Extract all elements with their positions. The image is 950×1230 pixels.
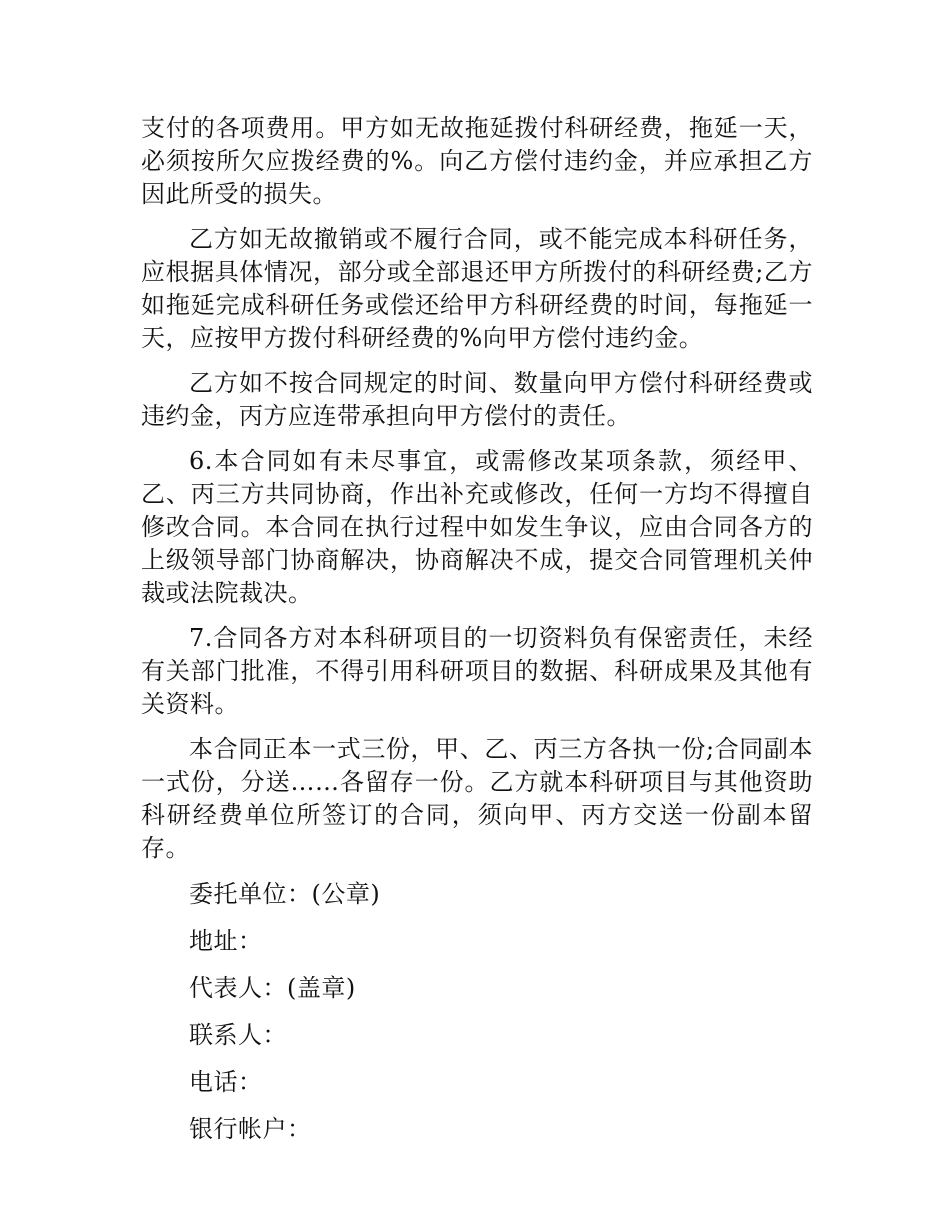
field-client-unit: 委托单位：(公章) xyxy=(189,880,381,908)
field-address: 地址： xyxy=(189,927,263,955)
paragraph-party-c-liability: 乙方如不按合同规定的时间、数量向甲方偿付科研经费或违约金，丙方应连带承担向甲方偿付的责任。 xyxy=(141,369,813,430)
paragraph-party-b-breach: 乙方如无故撤销或不履行合同，或不能完成本科研任务，应根据具体情况，部分或全部退还甲方所拨付的科研经费;乙方如拖延完成科研任务或偿还给甲方科研经费的时间，每拖延一天，应按甲方拨付科研经费的%向甲方偿付违约金。 xyxy=(141,225,813,352)
field-bank-account: 银行帐户： xyxy=(189,1115,312,1143)
paragraph-payment-penalty: 支付的各项费用。甲方如无故拖延拨付科研经费，拖延一天，必须按所欠应拨经费的%。向乙方偿付违约金，并应承担乙方因此所受的损失。 xyxy=(141,114,813,208)
paragraph-clause-7: 7.合同各方对本科研项目的一切资料负有保密责任，未经有关部门批准，不得引用科研项目的数据、科研成果及其他有关资料。 xyxy=(141,624,813,718)
field-phone: 电话： xyxy=(189,1068,263,1096)
paragraph-clause-6: 6.本合同如有未尽事宜，或需修改某项条款，须经甲、乙、丙三方共同协商，作出补充或修改，任何一方均不得擅自修改合同。本合同在执行过程中如发生争议，应由合同各方的上级领导部门协商解决，协商解决不成，提交合同管理机关仲裁或法院裁决。 xyxy=(141,447,813,607)
document-body xyxy=(141,112,813,1159)
field-representative: 代表人：(盖章) xyxy=(189,974,356,1002)
paragraph-copies: 本合同正本一式三份，甲、乙、丙三方各执一份;合同副本一式份，分送……各留存一份。乙方就本科研项目与其他资助科研经费单位所签订的合同，须向甲、丙方交送一份副本留存。 xyxy=(141,735,813,862)
field-contact: 联系人： xyxy=(189,1021,287,1049)
